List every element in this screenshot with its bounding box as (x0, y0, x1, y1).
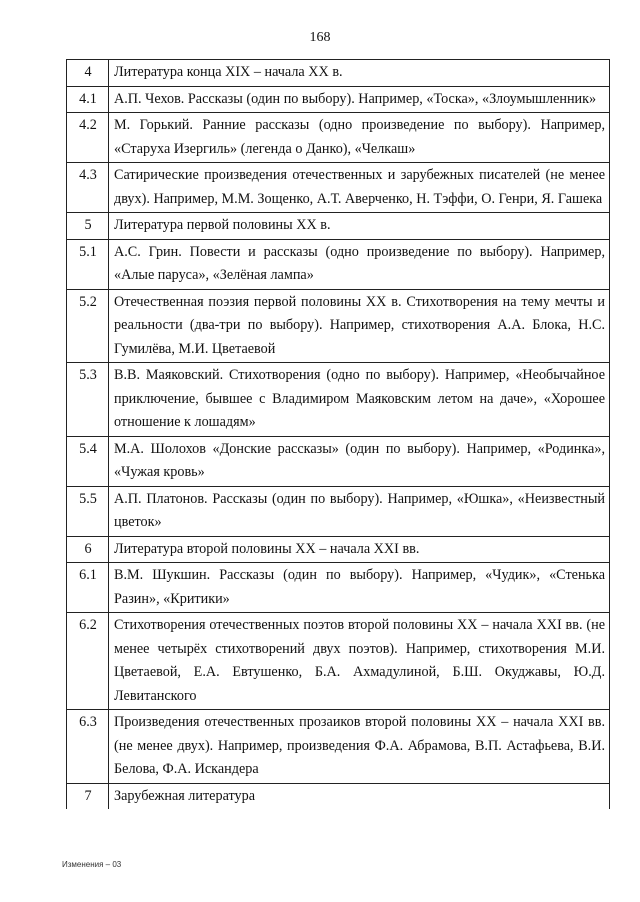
section-text: Произведения отечественных прозаиков второй половины XX – начала XXI вв. (не менее двух). Например, произведения Ф.А. Абрамова, В.П. Астафьева, В.И. Белова, Ф.А. Искандера (109, 710, 610, 784)
section-text: Стихотворения отечественных поэтов второй половины XX – начала XXI вв. (не менее четырёх стихотворений двух поэтов). Например, стихотворения М.И. Цветаевой, Е.А. Евтушенко, Б.А. Ахмадулиной, Б.Ш. Окуджавы, Ю.Д. Левитанского (109, 613, 610, 710)
table-row (67, 363, 610, 437)
table-row (67, 60, 610, 87)
section-number: 6.1 (67, 563, 109, 613)
section-text: Литература конца XIX – начала XX в. (109, 60, 610, 87)
section-number: 5.3 (67, 363, 109, 437)
table-body (67, 60, 610, 810)
table-row (67, 163, 610, 213)
content-table (66, 59, 610, 809)
table-row (67, 486, 610, 536)
footer-note: Изменения – 03 (62, 860, 122, 869)
table-row (67, 239, 610, 289)
section-number: 6.3 (67, 710, 109, 784)
section-number: 4.1 (67, 86, 109, 113)
section-text: Отечественная поэзия первой половины XX в. Стихотворения на тему мечты и реальности (два-три по выбору). Например, стихотворения А.А. Блока, Н.С. Гумилёва, М.И. Цветаевой (109, 289, 610, 363)
section-number: 6.2 (67, 613, 109, 710)
section-number: 4.2 (67, 113, 109, 163)
section-text: А.С. Грин. Повести и рассказы (одно произведение по выбору). Например, «Алые паруса», «Зелёная лампа» (109, 239, 610, 289)
section-text: В.М. Шукшин. Рассказы (один по выбору). Например, «Чудик», «Стенька Разин», «Критики» (109, 563, 610, 613)
section-number: 4.3 (67, 163, 109, 213)
table-row (67, 86, 610, 113)
section-text: А.П. Платонов. Рассказы (один по выбору). Например, «Юшка», «Неизвестный цветок» (109, 486, 610, 536)
section-number: 7 (67, 783, 109, 809)
table-row (67, 536, 610, 563)
section-text: Литература второй половины XX – начала XXI вв. (109, 536, 610, 563)
section-number: 5.4 (67, 436, 109, 486)
table-row (67, 436, 610, 486)
section-number: 5.1 (67, 239, 109, 289)
page-number: 168 (309, 30, 331, 45)
section-text: А.П. Чехов. Рассказы (один по выбору). Например, «Тоска», «Злоумышленник» (109, 86, 610, 113)
table-row (67, 613, 610, 710)
table-row (67, 113, 610, 163)
table-row (67, 710, 610, 784)
section-number: 5 (67, 213, 109, 240)
section-text: М.А. Шолохов «Донские рассказы» (один по выбору). Например, «Родинка», «Чужая кровь» (109, 436, 610, 486)
section-text: М. Горький. Ранние рассказы (одно произведение по выбору). Например, «Старуха Изергиль» (легенда о Данко), «Челкаш» (109, 113, 610, 163)
section-number: 5.5 (67, 486, 109, 536)
table-row (67, 783, 610, 809)
table-row (67, 213, 610, 240)
section-number: 5.2 (67, 289, 109, 363)
table-row (67, 289, 610, 363)
section-text: Зарубежная литература (109, 783, 610, 809)
section-text: Литература первой половины XX в. (109, 213, 610, 240)
section-number: 4 (67, 60, 109, 87)
section-text: Сатирические произведения отечественных и зарубежных писателей (не менее двух). Например, М.М. Зощенко, А.Т. Аверченко, Н. Тэффи, О. Генри, Я. Гашека (109, 163, 610, 213)
section-text: В.В. Маяковский. Стихотворения (одно по выбору). Например, «Необычайное приключение, бывшее с Владимиром Маяковским летом на даче», «Хорошее отношение к лошадям» (109, 363, 610, 437)
table-row (67, 563, 610, 613)
section-number: 6 (67, 536, 109, 563)
